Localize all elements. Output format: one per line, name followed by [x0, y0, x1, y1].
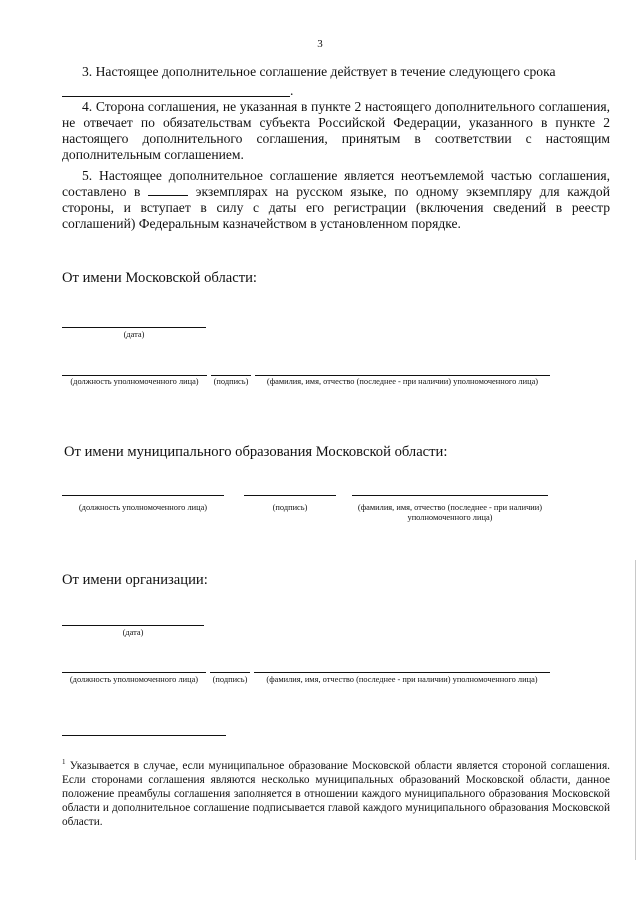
party3-date-line[interactable] — [62, 625, 204, 626]
party1-position-caption: (должность уполномоченного лица) — [70, 377, 199, 386]
party3-name-line[interactable] — [254, 672, 550, 673]
clause-4: 4. Сторона соглашения, не указанная в пункте 2 настоящего дополнительного соглашения, не отвечает по обязательствам субъекта Российской Федерации, указанного в пункте 2 настоящего дополнительного соглашения, принятым в соответствии с настоящим дополнительным соглашением. — [62, 99, 610, 162]
party2-position-line[interactable] — [62, 495, 224, 496]
party1-signature-caption: (подпись) — [213, 377, 249, 386]
party-municipality-title: От имени муниципального образования Московской области: — [64, 444, 448, 460]
party-organization-title: От имени организации: — [62, 572, 208, 588]
party1-position-line[interactable] — [62, 375, 207, 376]
footnote — [62, 755, 610, 829]
footnote-text: Указывается в случае, если муниципальное образование Московской области является стороной соглашения. Если сторонами соглашения являются несколько муниципальных образований Московской области, данное положение преамбулы соглашения заполняется в отношении каждого муниципального образования Московской области и дополнительное соглашение подписывается главой каждого муниципального образования Московской области. — [62, 759, 610, 828]
party3-position-line[interactable] — [62, 672, 206, 673]
party3-signature-caption: (подпись) — [212, 675, 248, 684]
party3-position-caption: (должность уполномоченного лица) — [69, 675, 199, 684]
party2-name-line[interactable] — [352, 495, 548, 496]
party2-signature-caption: (подпись) — [272, 503, 308, 512]
footnote-marker: 1 — [62, 758, 66, 766]
footnote-separator — [62, 735, 226, 736]
party3-date-caption: (дата) — [122, 628, 144, 637]
party3-signature-line[interactable] — [210, 672, 250, 673]
clause-5-text-part1: 5. Настоящее дополнительное соглашение является неотъемлемой частью соглашения, составлено в — [62, 168, 610, 199]
scan-edge-mark — [635, 560, 636, 860]
party-moscow-region-title: От имени Московской области: — [62, 270, 257, 286]
party1-signature-line[interactable] — [211, 375, 251, 376]
clause-3-text: 3. Настоящее дополнительное соглашение действует в течение следующего срока — [82, 64, 556, 79]
party1-date-caption: (дата) — [123, 330, 145, 339]
clause-5 — [62, 168, 610, 232]
clause-5-text-part2: экземплярах на русском языке, по одному экземпляру для каждой стороны, и вступает в силу с даты его регистрации (включения сведений в реестр соглашений) Федеральным казначейством в установленном порядке. — [62, 184, 611, 231]
party2-signature-line[interactable] — [244, 495, 336, 496]
term-blank-line[interactable] — [62, 96, 290, 97]
party2-name-caption: (фамилия, имя, отчество (последнее - при наличии) уполномоченного лица) — [357, 503, 543, 522]
copies-count-blank[interactable] — [148, 185, 188, 196]
party1-name-line[interactable] — [255, 375, 550, 376]
party1-name-caption: (фамилия, имя, отчество (последнее - при наличии) уполномоченного лица) — [266, 377, 539, 386]
party1-date-line[interactable] — [62, 327, 206, 328]
page-number: 3 — [317, 38, 323, 50]
clause-3 — [62, 64, 610, 96]
term-period: . — [290, 83, 294, 98]
party3-name-caption: (фамилия, имя, отчество (последнее - при наличии) уполномоченного лица) — [266, 675, 538, 684]
party2-position-caption: (должность уполномоченного лица) — [78, 503, 208, 512]
